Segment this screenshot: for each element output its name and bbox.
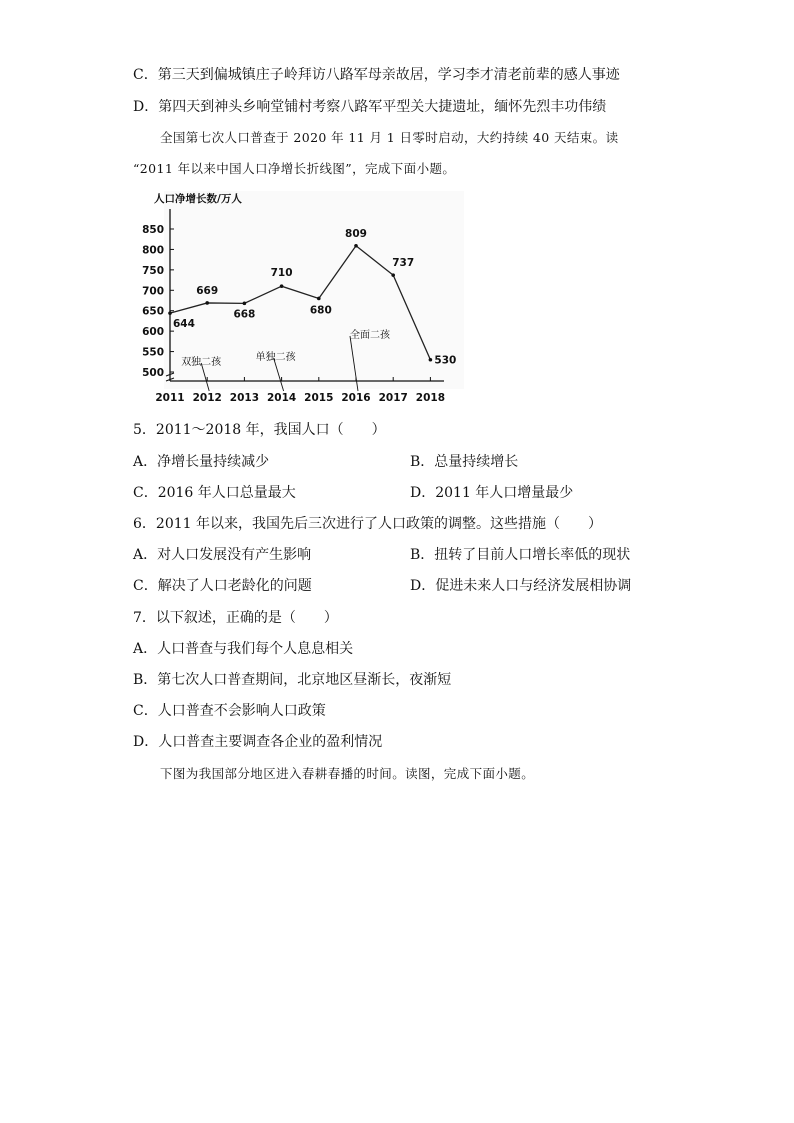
q6-option-c: C．解决了人口老龄化的问题 — [133, 578, 312, 594]
policy-annotation: 单独二孩 — [255, 352, 296, 363]
q7-option-d: D．人口普查主要调查各企业的盈利情况 — [133, 734, 383, 750]
y-tick-label: 700 — [142, 285, 164, 298]
data-point — [243, 302, 247, 306]
data-point — [205, 301, 209, 305]
prev-option-d: D．第四天到神头乡响堂铺村考察八路军平型关大捷遗址，缅怀先烈丰功伟绩 — [133, 99, 607, 115]
y-tick-label: 650 — [142, 305, 164, 318]
x-tick-label: 2018 — [415, 392, 446, 404]
q6-option-a: A．对人口发展没有产生影响 — [133, 547, 312, 563]
x-tick-label: 2016 — [341, 392, 371, 404]
data-point — [354, 244, 358, 248]
q6-option-d: D．促进未来人口与经济发展相协调 — [410, 578, 632, 594]
x-tick-label: 2012 — [192, 392, 222, 404]
q5-option-b: B．总量持续增长 — [410, 454, 519, 470]
x-tick-label: 2011 — [155, 392, 185, 404]
data-point — [391, 273, 395, 277]
x-tick-label: 2014 — [266, 392, 297, 404]
data-label: 680 — [309, 304, 332, 317]
q5-option-a: A．净增长量持续减少 — [133, 454, 270, 470]
data-label: 710 — [270, 267, 293, 280]
q5-option-c: C．2016 年人口总量最大 — [133, 485, 296, 501]
data-label: 669 — [196, 284, 219, 297]
y-axis-title: 人口净增长数/万人 — [154, 193, 242, 205]
data-label: 668 — [233, 308, 256, 321]
q7-option-c: C．人口普查不会影响人口政策 — [133, 703, 326, 719]
data-label: 530 — [434, 354, 457, 367]
policy-annotation: 双独二孩 — [181, 357, 222, 368]
x-tick-label: 2015 — [304, 392, 334, 404]
y-tick-label: 600 — [142, 326, 164, 339]
next-intro: 下图为我国部分地区进入春耕春播的时间。读图，完成下面小题。 — [160, 766, 535, 781]
q6-option-b: B．扭转了目前人口增长率低的现状 — [410, 547, 631, 563]
q6-stem: 6．2011 年以来，我国先后三次进行了人口政策的调整。这些措施（ ） — [133, 516, 602, 532]
data-label: 809 — [345, 227, 367, 240]
data-label: 737 — [392, 257, 415, 270]
x-tick-label: 2013 — [229, 392, 260, 404]
q5-option-d: D．2011 年人口增量最少 — [410, 485, 574, 501]
y-tick-label: 850 — [142, 224, 164, 236]
prev-option-c: C．第三天到偏城镇庄子岭拜访八路军母亲故居，学习李才清老前辈的感人事迹 — [133, 67, 620, 83]
q7-option-b: B．第七次人口普查期间，北京地区昼渐长，夜渐短 — [133, 672, 452, 688]
q7-stem: 7．以下叙述，正确的是（ ） — [133, 610, 338, 626]
y-tick-label: 550 — [142, 346, 164, 359]
x-tick-label: 2017 — [378, 392, 408, 404]
data-point — [317, 297, 321, 301]
intro-line-1: 全国第七次人口普查于 2020 年 11 月 1 日零时启动，大约持续 40 天结束。读 — [160, 130, 619, 145]
intro-line-2: “2011 年以来中国人口净增长折线图”，完成下面小题。 — [133, 161, 456, 176]
y-tick-label: 800 — [142, 244, 164, 257]
data-label: 644 — [173, 318, 195, 331]
data-point — [429, 358, 433, 362]
data-point — [168, 311, 172, 315]
policy-annotation: 全面二孩 — [350, 330, 390, 341]
q7-option-a: A．人口普查与我们每个人息息相关 — [133, 641, 354, 657]
data-point — [280, 284, 284, 288]
q5-stem: 5．2011～2018 年，我国人口（ ） — [133, 422, 386, 438]
y-tick-label: 500 — [142, 367, 164, 379]
y-tick-label: 750 — [142, 264, 164, 277]
population-growth-line-chart — [142, 187, 472, 409]
